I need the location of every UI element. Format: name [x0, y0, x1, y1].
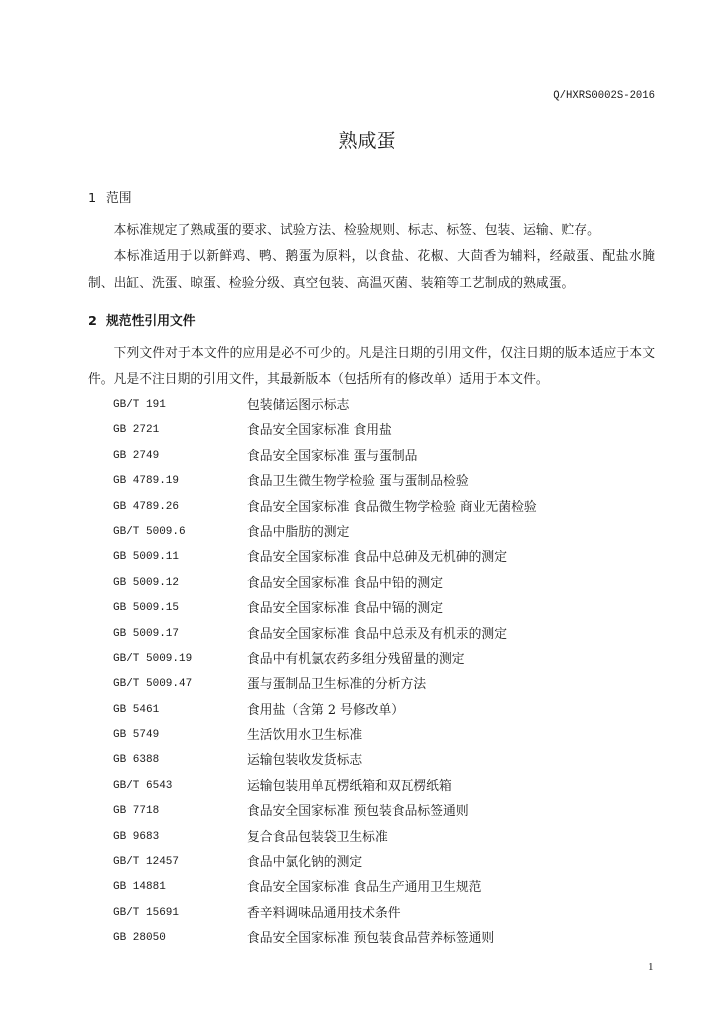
reference-title: 食用盐（含第 2 号修改单）	[247, 702, 405, 718]
reference-title: 生活饮用水卫生标准	[247, 728, 363, 744]
reference-code: GB 5009.17	[113, 627, 180, 640]
reference-row	[113, 748, 658, 773]
scope-body	[88, 218, 655, 297]
reference-title: 食品中脂肪的测定	[247, 524, 350, 540]
reference-title: 食品卫生微生物学检验 蛋与蛋制品检验	[247, 474, 469, 490]
reference-title: 复合食品包装袋卫生标准	[247, 829, 388, 845]
reference-row	[113, 875, 658, 900]
reference-title: 食品安全国家标准 食品中总砷及无机砷的测定	[247, 550, 508, 566]
reference-code: GB/T 5009.47	[113, 678, 193, 691]
reference-row	[113, 571, 658, 596]
reference-title: 食品安全国家标准 食品微生物学检验 商业无菌检验	[247, 499, 537, 515]
section-title: 规范性引用文件	[106, 314, 196, 329]
reference-row	[113, 596, 658, 621]
reference-title: 食品安全国家标准 食品生产通用卫生规范	[247, 880, 482, 896]
reference-code: GB/T 5009.19	[113, 652, 193, 665]
reference-title: 香辛料调味品通用技术条件	[247, 905, 401, 921]
document-title: 熟咸蛋	[338, 130, 396, 152]
reference-code: GB/T 12457	[113, 856, 180, 869]
reference-title: 食品安全国家标准 食品中铅的测定	[247, 575, 444, 591]
reference-row	[113, 926, 658, 951]
section-number: 1	[88, 191, 97, 206]
paragraph: 本标准适用于以新鲜鸡、鸭、鹅蛋为原料，以食盐、花椒、大茴香为辅料，经敲蛋、配盐水腌制、出缸、洗蛋、晾蛋、检验分级、真空包装、高温灭菌、装箱等工艺制成的熟咸蛋。	[88, 249, 655, 291]
reference-code: GB/T 15691	[113, 906, 180, 919]
reference-list	[113, 393, 658, 952]
reference-title: 食品安全国家标准 食品中镉的测定	[247, 601, 444, 617]
reference-row	[113, 799, 658, 824]
reference-title: 包装储运图示标志	[247, 398, 350, 413]
reference-code: GB 28050	[113, 932, 166, 945]
reference-code: GB 2721	[113, 424, 160, 437]
reference-code: GB 5009.11	[113, 551, 180, 564]
reference-title: 运输包装用单瓦楞纸箱和双瓦楞纸箱	[247, 778, 452, 794]
reference-row	[113, 901, 658, 926]
normative-references-body	[88, 341, 655, 394]
reference-title: 食品安全国家标准 预包装食品标签通则	[247, 804, 469, 820]
reference-row	[113, 647, 658, 672]
reference-title: 食品安全国家标准 食用盐	[247, 423, 392, 439]
reference-row	[113, 520, 658, 545]
reference-code: GB 5009.15	[113, 602, 180, 615]
reference-row	[113, 393, 658, 418]
page-number: 1	[648, 961, 654, 973]
reference-row	[113, 774, 658, 799]
reference-title: 食品安全国家标准 蛋与蛋制品	[247, 448, 418, 464]
reference-row	[113, 495, 658, 520]
reference-code: GB/T 6543	[113, 779, 173, 792]
reference-code: GB/T 5009.6	[113, 525, 186, 538]
reference-row	[113, 545, 658, 570]
reference-code: GB 5009.12	[113, 576, 180, 589]
section-title: 范围	[106, 191, 132, 206]
reference-code: GB 5461	[113, 703, 160, 716]
section-heading-scope	[88, 191, 132, 207]
reference-code: GB 6388	[113, 754, 160, 767]
reference-row	[113, 672, 658, 697]
reference-title: 蛋与蛋制品卫生标准的分析方法	[247, 677, 427, 693]
reference-row	[113, 698, 658, 723]
reference-code: GB 5749	[113, 729, 160, 742]
reference-code: GB 14881	[113, 881, 166, 894]
reference-row	[113, 418, 658, 443]
section-number: 2	[88, 314, 97, 329]
reference-row	[113, 723, 658, 748]
reference-code: GB 4789.19	[113, 475, 180, 488]
reference-row	[113, 469, 658, 494]
paragraph: 本标准规定了熟咸蛋的要求、试验方法、检验规则、标志、标签、包装、运输、贮存。	[113, 223, 600, 238]
reference-code: GB 9683	[113, 830, 160, 843]
paragraph: 下列文件对于本文件的应用是必不可少的。凡是注日期的引用文件，仅注日期的版本适应于本文件。凡是不注日期的引用文件，其最新版本（包括所有的修改单）适用于本文件。	[88, 346, 655, 388]
reference-title: 食品安全国家标准 食品中总汞及有机汞的测定	[247, 626, 508, 642]
reference-code: GB 7718	[113, 805, 160, 818]
reference-row	[113, 622, 658, 647]
reference-row	[113, 444, 658, 469]
reference-title: 食品安全国家标准 预包装食品营养标签通则	[247, 931, 495, 947]
reference-title: 食品中氯化钠的测定	[247, 855, 363, 871]
reference-row	[113, 850, 658, 875]
section-heading-normative-references	[88, 314, 196, 330]
reference-code: GB/T 191	[113, 399, 166, 411]
reference-code: GB 4789.26	[113, 500, 180, 513]
reference-title: 运输包装收发货标志	[247, 753, 363, 769]
reference-row	[113, 825, 658, 850]
reference-code: GB 2749	[113, 449, 160, 462]
reference-title: 食品中有机氯农药多组分残留量的测定	[247, 651, 465, 667]
document-number: Q/HXRS0002S-2016	[553, 90, 655, 102]
